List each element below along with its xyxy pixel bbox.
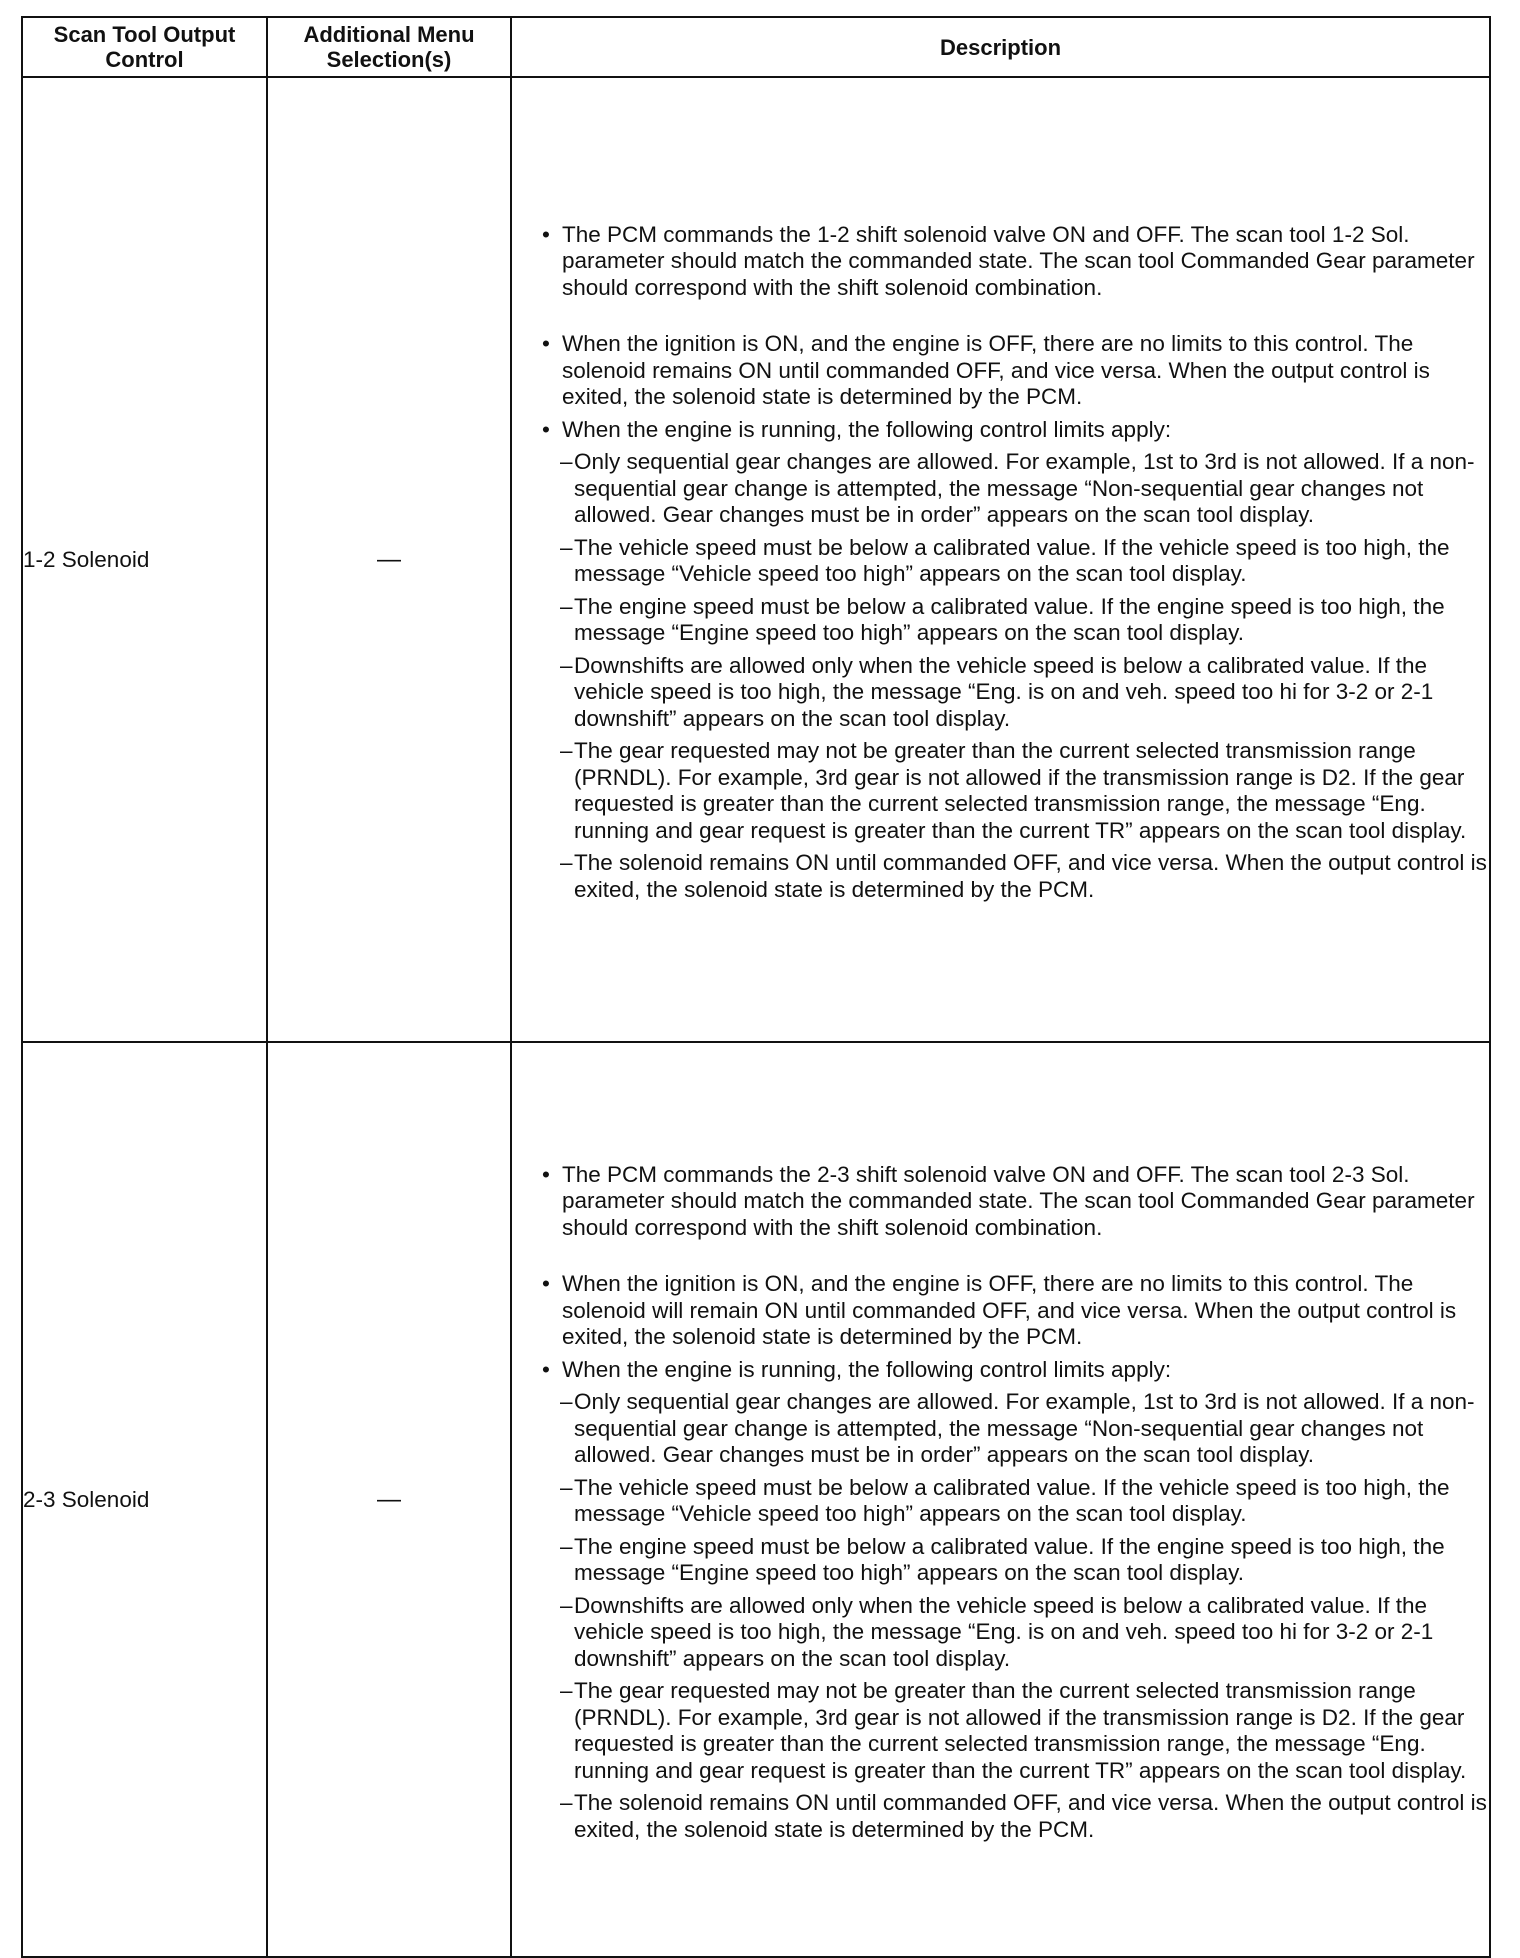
bullet-item: • The PCM commands the 2-3 shift solenoid valve ON and OFF. The scan tool 2-3 Sol. parameter should match the commanded state. The scan tool Commanded Gear parameter should correspond with the shift solenoid combination.: [512, 1162, 1489, 1242]
output-control-table: [21, 16, 1491, 1958]
limit-item: – Only sequential gear changes are allowed. For example, 1st to 3rd is not allowed. If a non-sequential gear change is attempted, the message “Non-sequential gear changes not allowed. Gear changes must be in order” appears on the scan tool display.: [542, 1389, 1489, 1469]
header-additional-menu-selections: Additional Menu Selection(s): [267, 17, 511, 77]
limit-item: – The engine speed must be below a calibrated value. If the engine speed is too high, the message “Engine speed too high” appears on the scan tool display.: [542, 1534, 1489, 1587]
bullet-item: [512, 417, 1489, 904]
table-row: [22, 77, 1490, 1042]
limit-item: – The vehicle speed must be below a calibrated value. If the vehicle speed is too high, the message “Vehicle speed too high” appears on the scan tool display.: [542, 1475, 1489, 1528]
description-cell: [511, 77, 1490, 1042]
limit-item: – Downshifts are allowed only when the vehicle speed is below a calibrated value. If the vehicle speed is too high, the message “Eng. is on and veh. speed too hi for 3-2 or 2-1 downshift” appears on the scan tool display.: [542, 653, 1489, 733]
limit-item: – Only sequential gear changes are allowed. For example, 1st to 3rd is not allowed. If a non-sequential gear change is attempted, the message “Non-sequential gear changes not allowed. Gear changes must be in order” appears on the scan tool display.: [542, 449, 1489, 529]
limit-item: – The solenoid remains ON until commanded OFF, and vice versa. When the output control is exited, the solenoid state is determined by the PCM.: [542, 1790, 1489, 1843]
bullet-item: • The PCM commands the 1-2 shift solenoid valve ON and OFF. The scan tool 1-2 Sol. parameter should match the commanded state. The scan tool Commanded Gear parameter should correspond with the shift solenoid combination.: [512, 222, 1489, 302]
limit-item: – Downshifts are allowed only when the vehicle speed is below a calibrated value. If the vehicle speed is too high, the message “Eng. is on and veh. speed too hi for 3-2 or 2-1 downshift” appears on the scan tool display.: [542, 1593, 1489, 1673]
limit-item: – The gear requested may not be greater than the current selected transmission range (PRNDL). For example, 3rd gear is not allowed if the transmission range is D2. If the gear requested is greater than the current selected transmission range, the message “Eng. running and gear request is greater than the current TR” appears on the scan tool display.: [542, 738, 1489, 844]
limit-item: – The solenoid remains ON until commanded OFF, and vice versa. When the output control is exited, the solenoid state is determined by the PCM.: [542, 850, 1489, 903]
menu-selection: —: [267, 1042, 511, 1957]
control-limits-list: [562, 449, 1489, 903]
table-row: [22, 1042, 1490, 1957]
table-header-row: [22, 17, 1490, 77]
bullet-item: [512, 1357, 1489, 1844]
output-control-name: 1-2 Solenoid: [22, 77, 267, 1042]
control-limits-list: [562, 1389, 1489, 1843]
limit-item: – The vehicle speed must be below a calibrated value. If the vehicle speed is too high, the message “Vehicle speed too high” appears on the scan tool display.: [542, 535, 1489, 588]
header-description: Description: [511, 17, 1490, 77]
limit-item: – The gear requested may not be greater than the current selected transmission range (PRNDL). For example, 3rd gear is not allowed if the transmission range is D2. If the gear requested is greater than the current selected transmission range, the message “Eng. running and gear request is greater than the current TR” appears on the scan tool display.: [542, 1678, 1489, 1784]
bullet-item: • When the ignition is ON, and the engine is OFF, there are no limits to this control. The solenoid will remain ON until commanded OFF, and vice versa. When the output control is exited, the solenoid state is determined by the PCM.: [512, 1271, 1489, 1351]
limit-item: – The engine speed must be below a calibrated value. If the engine speed is too high, the message “Engine speed too high” appears on the scan tool display.: [542, 594, 1489, 647]
bullet-text: When the engine is running, the following control limits apply:: [562, 416, 1172, 442]
description-cell: [511, 1042, 1490, 1957]
menu-selection: —: [267, 77, 511, 1042]
output-control-name: 2-3 Solenoid: [22, 1042, 267, 1957]
bullet-item: • When the ignition is ON, and the engine is OFF, there are no limits to this control. The solenoid remains ON until commanded OFF, and vice versa. When the output control is exited, the solenoid state is determined by the PCM.: [512, 331, 1489, 411]
header-scan-tool-output-control: Scan Tool Output Control: [22, 17, 267, 77]
description-bullets: [512, 222, 1489, 904]
bullet-text: When the engine is running, the following control limits apply:: [562, 1356, 1172, 1382]
description-bullets: [512, 1162, 1489, 1844]
